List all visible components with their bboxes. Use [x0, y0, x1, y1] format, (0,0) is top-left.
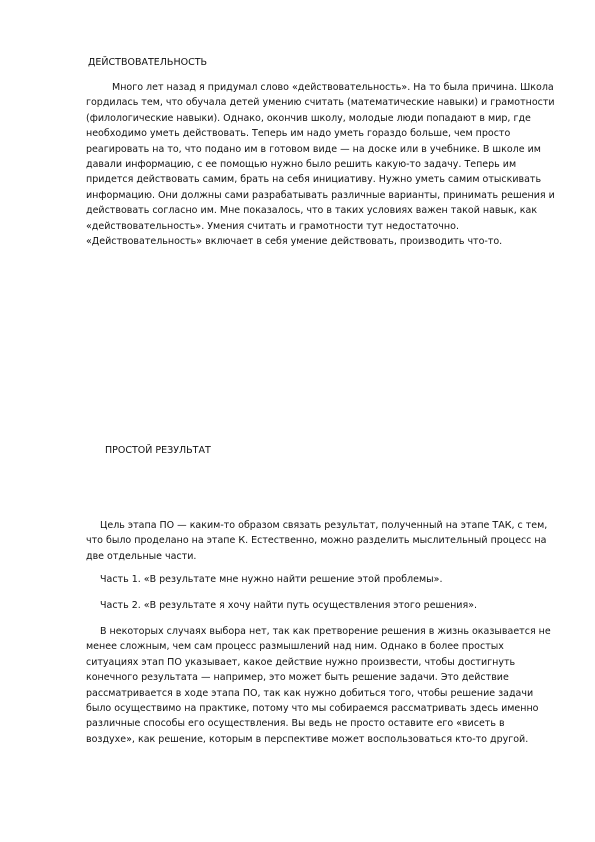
paragraph-cases: В некоторых случаях выбора нет, так как претворение решения в жизнь оказывается не менее сложным, чем сам процесс размышлений над ним. Однако в более простых ситуациях этап ПО указывает, какое действие нужно произвести, чтобы достигнуть конечного результата — например, это может быть решение задачи. Это действие рассматривается в ходе этапа ПО, так как нужно добиться того, чтобы решение задачи было осуществимо на практике, потому что мы собираемся рассматривать здесь именно различные способы его осуществления. Вы ведь не просто оставите его «висеть в воздухе», как решение, которым в перспективе может воспользоваться кто-то другой. [86, 626, 551, 745]
paragraph-action: Много лет назад я придумал слово «действовательность». На то была причина. Школа гордилась тем, что обучала детей умению считать (математические навыки) и грамотности (филологические навыки). Однако, окончив школу, молодые люди попадают в мир, где необходимо уметь действовать. Теперь им надо уметь гораздо больше, чем просто реагировать на то, что подано им в готовом виде — на доске или в учебнике. В школе им давали информацию, с ее помощью нужно было решить какую-то задачу. Теперь им придется действовать самим, брать на себя инициативу. Нужно уметь самим отыскивать информацию. Они должны сами разрабатывать различные варианты, принимать решения и действовать согласно им. Мне показалось, что в таких условиях важен такой навык, как «действовательность». Умения считать и грамотности тут недостаточно. «Действовательность» включает в себя умение действовать, производить что-то. [86, 82, 555, 248]
paragraph-part-1: Часть 1. «В результате мне нужно найти решение этой проблемы». [100, 574, 443, 585]
section-heading-action: ДЕЙСТВОВАТЕЛЬНОСТЬ [88, 57, 208, 68]
paragraph-part-2: Часть 2. «В результате я хочу найти путь осуществления этого решения». [100, 600, 478, 611]
paragraph-goal: Цель этапа ПО — каким-то образом связать результат, полученный на этапе ТАК, с тем, что было проделано на этапе К. Естественно, можно разделить мыслительный процесс на две отдельные части. [86, 520, 548, 562]
section-heading-simple-result: ПРОСТОЙ РЕЗУЛЬТАТ [105, 445, 211, 456]
